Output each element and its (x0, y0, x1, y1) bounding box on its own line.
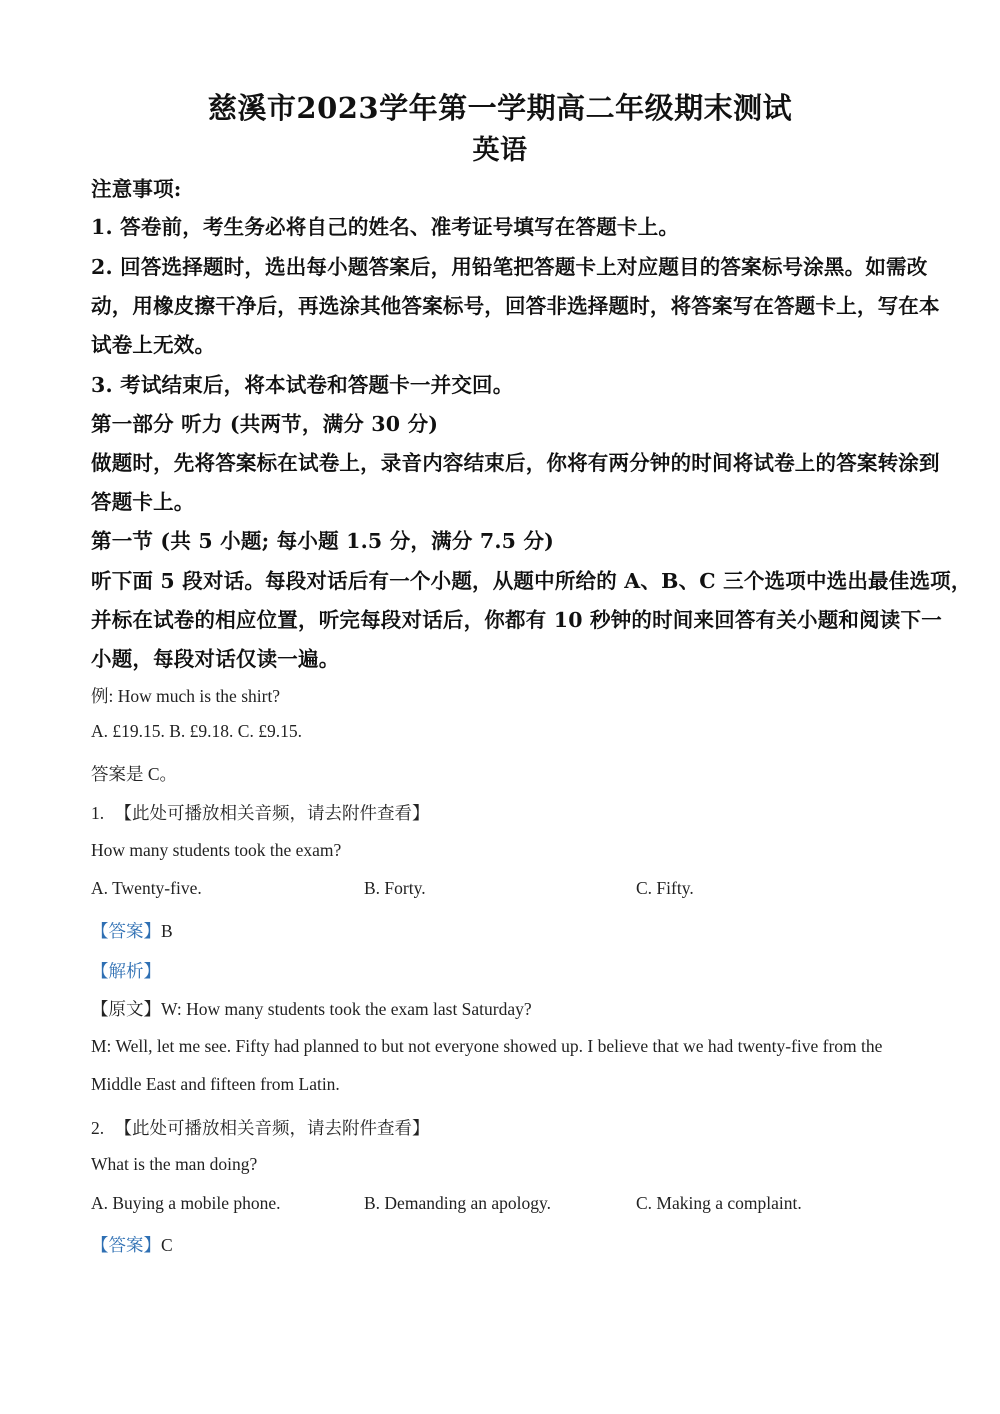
q1-audio-note[interactable]: 【此处可播放相关音频，请去附件查看】 (114, 803, 430, 823)
q1-answer (91, 918, 173, 943)
q1-option-a: A. Twenty-five. (91, 878, 202, 898)
q1-number: 1. (91, 803, 105, 823)
q2-question: What is the man doing? (91, 1154, 258, 1174)
q1-option-b: B. Forty. (364, 878, 426, 898)
q2-answer (91, 1232, 173, 1257)
q1-option-c: C. Fifty. (636, 878, 694, 898)
q2-number: 2. (91, 1118, 105, 1138)
q1-analysis-label: 【解析】 (91, 961, 161, 981)
notice-heading: 注意事项: (91, 177, 182, 201)
part1-instruction-line-1: 做题时，先将答案标在试卷上，录音内容结束后，你将有两分钟的时间将试卷上的答案转涂到 (91, 451, 940, 475)
notice-item-1: 1. 答卷前，考生务必将自己的姓名、准考证号填写在答题卡上。 (91, 215, 680, 239)
example-answer: 答案是 C。 (91, 764, 178, 784)
exam-subject: 英语 (472, 135, 528, 166)
q2-option-a: A. Buying a mobile phone. (91, 1193, 281, 1213)
exam-title: 慈溪市2023学年第一学期高二年级期末测试 (207, 91, 793, 125)
q2-option-c: C. Making a complaint. (636, 1193, 802, 1213)
notice-item-3: 3. 考试结束后，将本试卷和答题卡一并交回。 (91, 373, 514, 397)
q1-original-m-line-2: Middle East and fifteen from Latin. (91, 1074, 340, 1094)
part1-heading: 第一部分 听力 (共两节，满分 30 分) (91, 412, 439, 436)
q1-original-m-line-1: M: Well, let me see. Fifty had planned to but not everyone showed up. I believe that we had twenty-five from the (91, 1036, 883, 1056)
q2-answer-value: C (161, 1235, 173, 1255)
q1-answer-label: 【答案】 (91, 921, 161, 941)
section1-instruction-line-1: 听下面 5 段对话。每段对话后有一个小题，从题中所给的 A、B、C 三个选项中选出最佳选项， (91, 569, 972, 593)
example-options: A. £19.15. B. £9.18. C. £9.15. (91, 721, 302, 741)
q1-answer-value: B (161, 921, 173, 941)
section1-instruction-line-3: 小题，每段对话仅读一遍。 (91, 647, 340, 671)
q1-header (91, 800, 430, 825)
example-question: 例: How much is the shirt? (91, 686, 281, 706)
q2-audio-note[interactable]: 【此处可播放相关音频，请去附件查看】 (114, 1118, 430, 1138)
q1-original-w-text: W: How many students took the exam last Saturday? (161, 999, 532, 1019)
notice-item-2-line-2: 动，用橡皮擦干净后，再选涂其他答案标号，回答非选择题时，将答案写在答题卡上，写在本 (91, 294, 940, 318)
q1-question: How many students took the exam? (91, 840, 342, 860)
q1-original-w (91, 996, 532, 1021)
notice-item-2-line-3: 试卷上无效。 (91, 333, 216, 357)
part1-instruction-line-2: 答题卡上。 (91, 490, 195, 514)
section1-instruction-line-2: 并标在试卷的相应位置，听完每段对话后，你都有 10 秒钟的时间来回答有关小题和阅读下一 (91, 608, 942, 632)
notice-item-2-line-1: 2. 回答选择题时，选出每小题答案后，用铅笔把答题卡上对应题目的答案标号涂黑。如需改 (91, 255, 928, 279)
q1-original-label: 【原文】 (91, 999, 161, 1019)
section1-heading: 第一节 (共 5 小题; 每小题 1.5 分，满分 7.5 分) (91, 529, 555, 553)
q2-header (91, 1115, 430, 1140)
q2-option-b: B. Demanding an apology. (364, 1193, 551, 1213)
q2-answer-label: 【答案】 (91, 1235, 161, 1255)
